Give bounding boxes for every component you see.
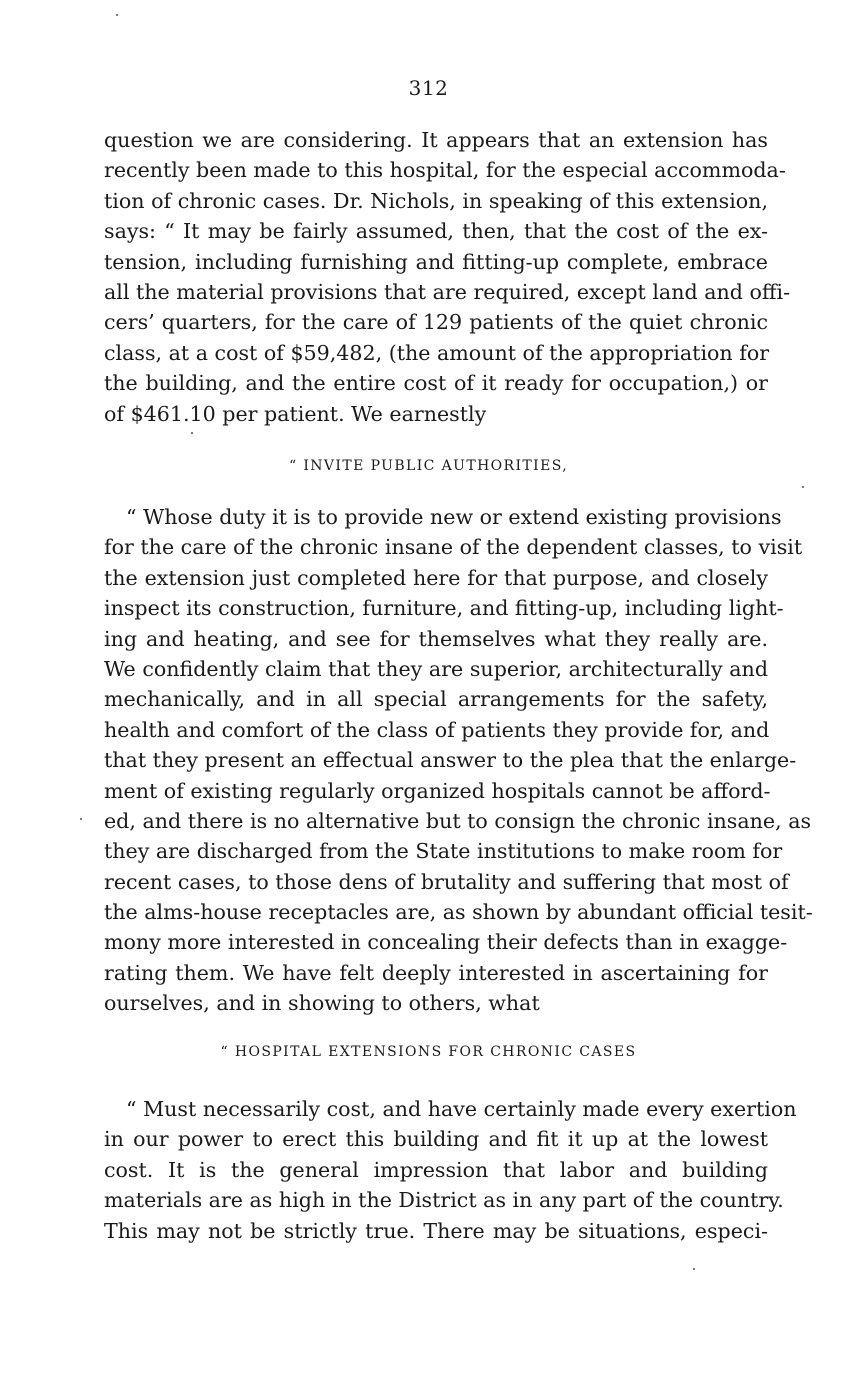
text-line: tion of chronic cases. Dr. Nichols, in speaking of this extension,: [104, 188, 768, 213]
paragraph-2: [104, 502, 813, 1019]
text-line: mony more interested in concealing their defects than in exagge-: [104, 930, 788, 955]
paper-speck: [802, 486, 804, 488]
text-line: ed, and there is no alternative but to consign the chronic insane, as: [104, 808, 812, 833]
text-line: cost. It is the general impression that labor and building: [104, 1157, 768, 1182]
text-line: the alms-house receptacles are, as shown by abundant official tesit-: [104, 900, 813, 925]
text-line: in our power to erect this building and fit it up at the lowest: [104, 1127, 768, 1152]
text-line: recently been made to this hospital, for the especial accommoda-: [104, 158, 786, 183]
paragraph-1: [104, 125, 791, 429]
text-line: for the care of the chronic insane of the dependent classes, to visit: [104, 535, 803, 560]
text-line: that they present an effectual answer to the plea that the enlarge-: [104, 748, 797, 773]
text-line: question we are considering. It appears that an extension has: [104, 128, 768, 152]
text-line: mechanically, and in all special arrangements for the safety,: [104, 687, 768, 712]
text-line: materials are as high in the District as in any part of the country.: [104, 1188, 784, 1213]
text-line: inspect its construction, furniture, and fitting-up, including light-: [104, 596, 784, 621]
text-line: cers’ quarters, for the care of 129 patients of the quiet chronic: [104, 310, 768, 335]
page-number: 312: [408, 76, 449, 100]
text-line: recent cases, to those dens of brutality and suffering that most of: [104, 869, 789, 894]
text-line: tension, including furnishing and fitting-up complete, embrace: [104, 249, 768, 274]
text-line: the extension just completed here for that purpose, and closely: [104, 565, 768, 590]
text-line: ment of existing regularly organized hospitals cannot be afford-: [104, 778, 771, 803]
section-heading-hospital-extensions: [0, 1044, 857, 1060]
text-line: of $461.10 per patient. We earnestly: [104, 401, 487, 426]
paper-speck: [116, 14, 118, 16]
paragraph-3: [104, 1094, 797, 1246]
text-line: class, at a cost of $59,482, (the amount of the appropriation for: [104, 340, 770, 365]
paper-speck: [191, 432, 193, 434]
paper-speck: [80, 818, 82, 820]
text-line: We confidently claim that they are superior, architecturally and: [104, 656, 768, 681]
section-heading-invite: [0, 458, 857, 474]
text-line: they are discharged from the State institutions to make room for: [104, 839, 783, 864]
heading-text: “ INVITE PUBLIC AUTHORITIES,: [288, 458, 569, 474]
text-line: health and comfort of the class of patients they provide for, and: [104, 717, 770, 742]
text-line: the building, and the entire cost of it ready for occupation,) or: [104, 371, 768, 396]
heading-text: “ HOSPITAL EXTENSIONS FOR CHRONIC CASES: [220, 1044, 637, 1060]
text-line: all the material provisions that are required, except land and offi-: [104, 279, 791, 304]
text-line: rating them. We have felt deeply interested in ascertaining for: [104, 960, 768, 985]
text-line: This may not be strictly true. There may be situations, especi-: [104, 1218, 768, 1243]
text-line: ourselves, and in showing to others, what: [104, 991, 540, 1016]
text-line: ing and heating, and see for themselves what they really are.: [104, 626, 768, 651]
paper-speck: [693, 1268, 695, 1270]
text-line: says: “ It may be fairly assumed, then, that the cost of the ex-: [104, 219, 768, 244]
text-line: “ Whose duty it is to provide new or extend existing provisions: [126, 505, 782, 529]
text-line: “ Must necessarily cost, and have certainly made every exertion: [126, 1097, 797, 1121]
